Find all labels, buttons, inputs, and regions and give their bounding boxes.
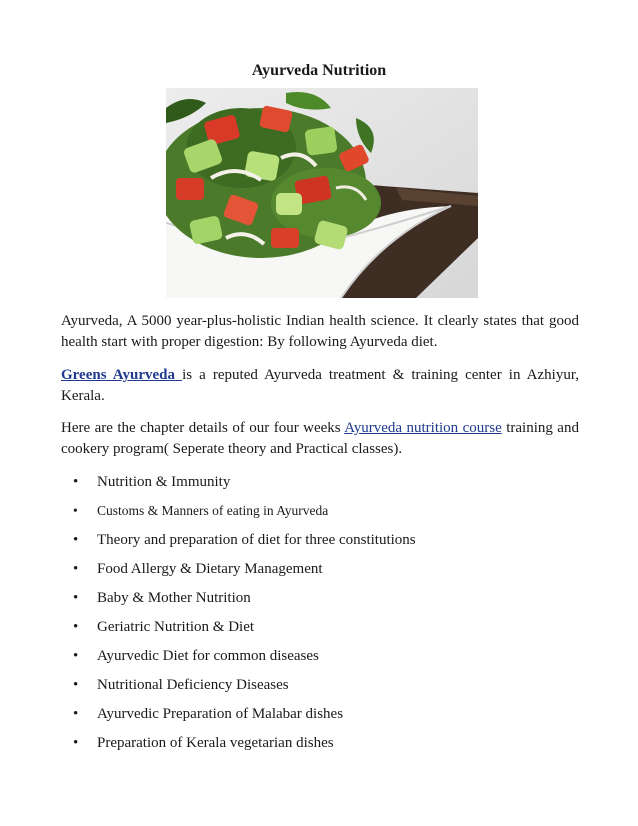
bullet: • xyxy=(73,561,79,577)
chapter-label: Nutrition & Immunity xyxy=(97,474,231,490)
list-item xyxy=(61,586,416,615)
bullet: • xyxy=(73,619,79,635)
list-item xyxy=(61,644,416,673)
list-item xyxy=(61,499,416,528)
chapter-label: Baby & Mother Nutrition xyxy=(97,590,251,606)
list-item xyxy=(61,702,416,731)
bullet: • xyxy=(73,735,79,751)
list-item xyxy=(61,731,416,760)
chapter-label: Ayurvedic Preparation of Malabar dishes xyxy=(97,706,344,722)
salad-photo xyxy=(166,88,478,298)
course-paragraph xyxy=(61,418,579,460)
chapter-label: Nutritional Deficiency Diseases xyxy=(97,677,289,693)
intro-paragraph: Ayurveda, A 5000 year-plus-holistic Indian health science. It clearly states that good health start with proper digestion: By following Ayurveda diet. xyxy=(61,313,579,350)
chapter-label: Ayurvedic Diet for common diseases xyxy=(97,648,319,664)
center-paragraph-text: is a reputed Ayurveda treatment & training center in Azhiyur, Kerala. xyxy=(61,367,579,404)
course-paragraph-lead: Here are the chapter details of our four weeks xyxy=(61,420,345,436)
list-item xyxy=(61,528,416,557)
chapter-label: Theory and preparation of diet for three constitutions xyxy=(97,532,416,548)
list-item xyxy=(61,673,416,702)
ayurveda-nutrition-course-link[interactable]: Ayurveda nutrition course xyxy=(344,420,502,436)
bullet: • xyxy=(73,532,79,548)
chapter-label: Customs & Manners of eating in Ayurveda xyxy=(97,503,329,518)
bullet: • xyxy=(73,474,79,490)
chapter-label: Food Allergy & Dietary Management xyxy=(97,561,323,577)
list-item xyxy=(61,470,416,499)
center-paragraph xyxy=(61,365,579,407)
bullet: • xyxy=(73,677,79,693)
greens-ayurveda-link[interactable]: Greens Ayurveda xyxy=(61,367,183,383)
bullet: • xyxy=(73,648,79,664)
bullet: • xyxy=(73,590,79,606)
chapter-label: Preparation of Kerala vegetarian dishes xyxy=(97,735,334,751)
list-item xyxy=(61,557,416,586)
bullet: • xyxy=(73,706,79,722)
bullet: • xyxy=(73,503,78,518)
chapter-label: Geriatric Nutrition & Diet xyxy=(97,619,255,635)
chapter-list xyxy=(61,470,416,760)
page-title: Ayurveda Nutrition xyxy=(251,62,387,79)
list-item xyxy=(61,615,416,644)
course-paragraph-tail: training and cookery program( Seperate theory and Practical classes). xyxy=(61,420,579,457)
